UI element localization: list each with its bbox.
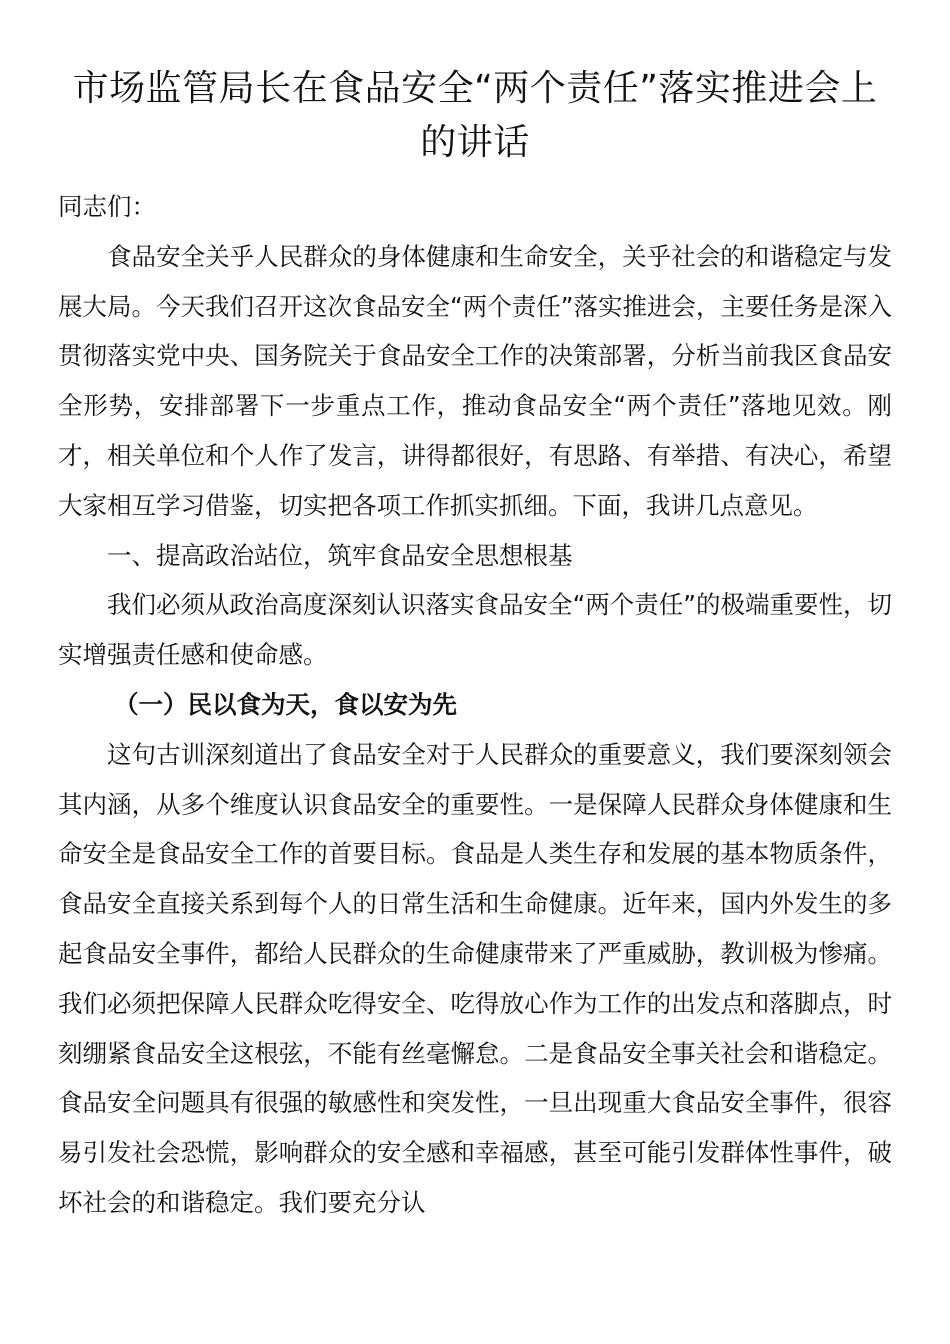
subsection-heading-1: （一）民以食为天，食以安为先 bbox=[114, 689, 457, 719]
document-title: 市场监管局长在食品安全“两个责任”落实推进会上的讲话 bbox=[72, 68, 878, 163]
section-heading-1: 一、提高政治站位，筑牢食品安全思想根基 bbox=[107, 540, 573, 570]
paragraph-subsection-1: 这句古训深刻道出了食品安全对于人民群众的重要意义，我们要深刻领会其内涵，从多个维度认识食品安全的重要性。一是保障人民群众身体健康和生命安全是食品安全工作的首要目标。食品是人类生存和发展的基本物质条件，食品安全直接关系到每个人的日常生活和生命健康。近年来，国内外发生的多起食品安全事件，都给人民群众的生命健康带来了严重威胁，教训极为惨痛。我们必须把保障人民群众吃得安全、吃得放心作为工作的出发点和落脚点，时刻绷紧食品安全这根弦，不能有丝毫懈怠。二是食品安全事关社会和谐稳定。食品安全问题具有很强的敏感性和突发性，一旦出现重大食品安全事件，很容易引发社会恐慌，影响群众的安全感和幸福感，甚至可能引发群体性事件，破坏社会的和谐稳定。我们要充分认 bbox=[58, 739, 892, 1217]
paragraph-section-1-intro: 我们必须从政治高度深刻认识落实食品安全“两个责任”的极端重要性，切实增强责任感和使命感。 bbox=[58, 590, 892, 670]
paragraph-opening: 食品安全关乎人民群众的身体健康和生命安全，关乎社会的和谐稳定与发展大局。今天我们召开这次食品安全“两个责任”落实推进会，主要任务是深入贯彻落实党中央、国务院关于食品安全工作的决策部署，分析当前我区食品安全形势，安排部署下一步重点工作，推动食品安全“两个责任”落地见效。刚才，相关单位和个人作了发言，讲得都很好，有思路、有举措、有决心，希望大家相互学习借鉴，切实把各项工作抓实抓细。下面，我讲几点意见。 bbox=[58, 241, 892, 520]
document-page bbox=[58, 62, 892, 1228]
salutation: 同志们： bbox=[58, 192, 156, 221]
